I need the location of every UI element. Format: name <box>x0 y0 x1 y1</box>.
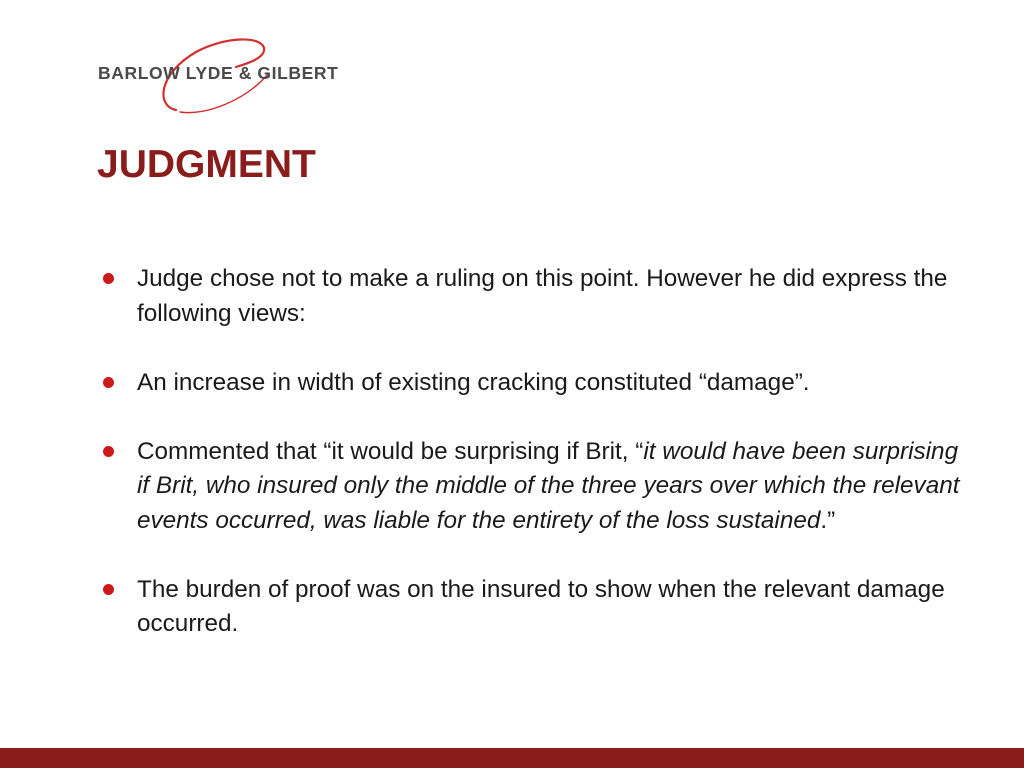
bullet-dot-icon <box>103 584 114 595</box>
bullet-dot-icon <box>103 446 114 457</box>
bullet-text: The burden of proof was on the insured to show when the relevant damage occurred. <box>137 575 945 637</box>
bullet-item <box>100 262 960 331</box>
bullet-text-prefix: Commented that “it would be surprising if Brit, “ <box>137 437 644 465</box>
bullet-text-suffix: .” <box>820 506 836 534</box>
barlow-lyde-gilbert-logo <box>96 34 346 118</box>
bullet-item <box>100 366 960 401</box>
bullet-dot-icon <box>103 377 114 388</box>
bullet-dot-icon <box>103 273 114 284</box>
logo-text: BARLOW LYDE & GILBERT <box>98 63 339 83</box>
footer-bar <box>0 748 1024 768</box>
bullet-item <box>100 573 960 642</box>
page-title: JUDGMENT <box>97 143 316 186</box>
bullet-text: An increase in width of existing cracking constituted “damage”. <box>137 368 810 396</box>
bullet-list <box>100 262 960 642</box>
bullet-text: Judge chose not to make a ruling on this point. However he did express the following views: <box>137 265 948 327</box>
bullet-item <box>100 435 960 539</box>
bullet-quote-italic: it would have been surprising if Brit, who insured only the middle of the three years over which the relevant events occurred, was liable for the entirety of the loss sustained <box>137 437 960 534</box>
